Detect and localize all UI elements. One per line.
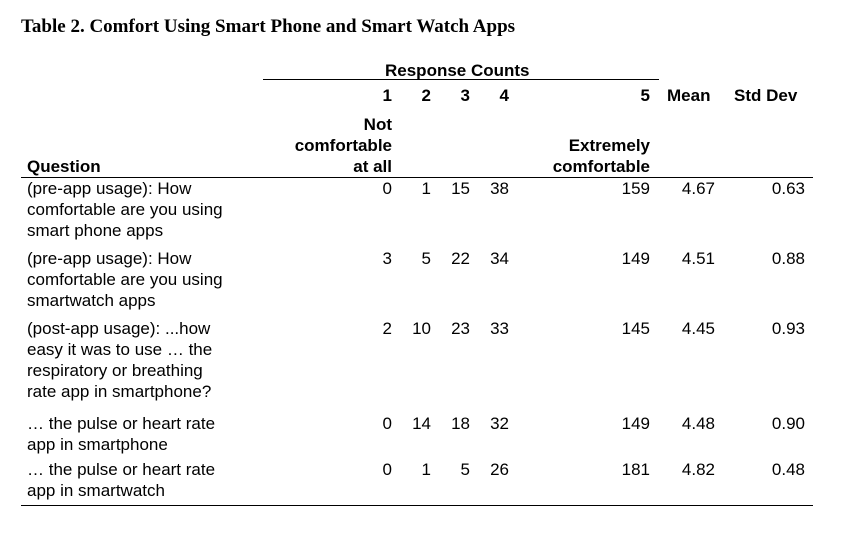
cell-std: 0.93 <box>771 319 805 338</box>
scale-2-header: 2 <box>421 86 431 105</box>
cell-mean: 4.67 <box>681 179 715 198</box>
cell-c3: 15 <box>451 179 470 198</box>
cell-std: 0.90 <box>771 414 805 433</box>
question-text <box>27 413 267 455</box>
question-line: rate app in smartphone? <box>27 382 212 401</box>
table-bottom-rule <box>21 505 813 506</box>
cell-c5: 181 <box>621 460 650 479</box>
cell-c3: 23 <box>451 319 470 338</box>
cell-c4: 26 <box>490 460 509 479</box>
cell-c1: 2 <box>382 319 392 338</box>
question-line: comfortable are you using <box>27 270 223 289</box>
table-caption: Table 2. Comfort Using Smart Phone and Smart Watch Apps <box>21 16 516 37</box>
question-header: Question <box>27 157 101 176</box>
high-anchor-line-2: comfortable <box>552 157 650 176</box>
response-counts-header: Response Counts <box>385 61 530 80</box>
cell-std: 0.63 <box>771 179 805 198</box>
cell-c1: 0 <box>382 460 392 479</box>
scale-1-header: 1 <box>382 86 392 105</box>
mean-header: Mean <box>667 86 711 105</box>
cell-c1: 0 <box>382 179 392 198</box>
question-line: (post-app usage): ...how <box>27 319 211 338</box>
cell-c5: 149 <box>621 249 650 268</box>
cell-std: 0.88 <box>771 249 805 268</box>
cell-c2: 5 <box>421 249 431 268</box>
cell-c5: 145 <box>621 319 650 338</box>
cell-c2: 1 <box>421 179 431 198</box>
cell-c2: 14 <box>412 414 431 433</box>
question-line: app in smartphone <box>27 435 168 454</box>
cell-c1: 3 <box>382 249 392 268</box>
cell-mean: 4.82 <box>681 460 715 479</box>
cell-std: 0.48 <box>771 460 805 479</box>
question-text <box>27 318 267 402</box>
question-line: (pre-app usage): How <box>27 249 192 268</box>
question-text <box>27 248 267 311</box>
cell-c4: 34 <box>490 249 509 268</box>
cell-mean: 4.51 <box>681 249 715 268</box>
question-line: smartwatch apps <box>27 291 156 310</box>
scale-4-header: 4 <box>499 86 509 105</box>
low-anchor-line-2: comfortable <box>294 136 392 155</box>
question-line: comfortable are you using <box>27 200 223 219</box>
question-text <box>27 459 267 501</box>
cell-c4: 38 <box>490 179 509 198</box>
cell-c5: 159 <box>621 179 650 198</box>
scale-5-header: 5 <box>640 86 650 105</box>
question-line: easy it was to use … the <box>27 340 213 359</box>
question-line: (pre-app usage): How <box>27 179 192 198</box>
high-anchor-line-1: Extremely <box>568 136 650 155</box>
question-line: … the pulse or heart rate <box>27 460 216 479</box>
question-line: smart phone apps <box>27 221 164 240</box>
response-counts-rule <box>263 79 659 80</box>
cell-c2: 10 <box>412 319 431 338</box>
cell-mean: 4.48 <box>681 414 715 433</box>
cell-c3: 5 <box>460 460 470 479</box>
cell-c4: 32 <box>490 414 509 433</box>
cell-mean: 4.45 <box>681 319 715 338</box>
cell-c3: 18 <box>451 414 470 433</box>
low-anchor-line-1: Not <box>363 115 392 134</box>
cell-c4: 33 <box>490 319 509 338</box>
cell-c5: 149 <box>621 414 650 433</box>
scale-3-header: 3 <box>460 86 470 105</box>
question-text <box>27 178 267 241</box>
question-line: respiratory or breathing <box>27 361 203 380</box>
question-line: app in smartwatch <box>27 481 165 500</box>
cell-c2: 1 <box>421 460 431 479</box>
cell-c1: 0 <box>382 414 392 433</box>
std-dev-header: Std Dev <box>734 86 798 105</box>
cell-c3: 22 <box>451 249 470 268</box>
low-anchor-line-3: at all <box>353 157 392 176</box>
question-line: … the pulse or heart rate <box>27 414 216 433</box>
